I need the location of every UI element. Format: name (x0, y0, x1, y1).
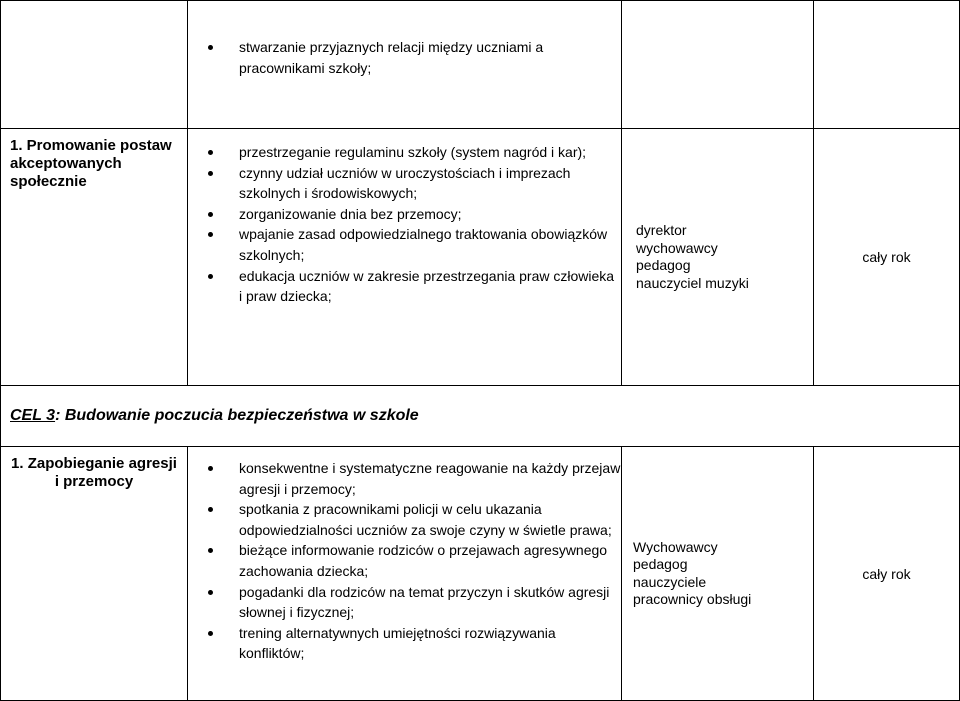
list-item: zorganizowanie dnia bez przemocy; (188, 204, 621, 225)
responsible-cell (622, 129, 814, 386)
list-item: czynny udział uczniów w uroczystościach i imprezach szkolnych i środowiskowych; (188, 163, 621, 204)
term-cell (814, 1, 960, 129)
responsible-item: Wychowawcy (633, 538, 718, 555)
actions-list (188, 458, 621, 664)
responsible-item: dyrektor (636, 222, 687, 238)
goal-title: 1. Promowanie postaw akceptowanych społecznie (10, 137, 172, 190)
actions-list (188, 37, 621, 78)
list-item: konsekwentne i systematyczne reagowanie na każdy przejaw agresji i przemocy; (188, 458, 621, 499)
list-item: przestrzeganie regulaminu szkoły (system nagród i kar); (188, 142, 621, 163)
list-item: bieżące informowanie rodziców o przejawach agresywnego zachowania dziecka; (188, 540, 621, 581)
responsible-item: nauczyciele (633, 573, 707, 590)
actions-cell (188, 1, 622, 129)
term-cell (814, 447, 960, 701)
responsible-item: pracownicy obsługi (633, 591, 752, 607)
table-row (1, 1, 960, 129)
goal-cell (1, 447, 188, 701)
actions-list (188, 142, 621, 307)
term-text: cały rok (862, 565, 911, 582)
responsible-cell (622, 1, 814, 129)
responsible-item: pedagog (636, 257, 691, 273)
responsible-cell (622, 447, 814, 701)
term-text: cały rok (862, 249, 911, 265)
list-item: spotkania z pracownikami policji w celu ukazania odpowiedzialności uczniów za swoje czyny w świetle prawa; (188, 499, 621, 540)
goal-title: 1. Zapobieganie agresji i przemocy (11, 455, 177, 490)
section-title: : Budowanie poczucia bezpieczeństwa w szkole (55, 407, 419, 424)
table-row (1, 386, 960, 447)
list-item: stwarzanie przyjaznych relacji między uczniami a pracownikami szkoły; (188, 37, 621, 78)
responsible-item: pedagog (633, 556, 688, 572)
list-item: wpajanie zasad odpowiedzialnego traktowania obowiązków szkolnych; (188, 224, 621, 265)
section-heading-cell (1, 386, 960, 447)
goal-cell (1, 129, 188, 386)
goal-cell (1, 1, 188, 129)
section-prefix: CEL 3 (10, 407, 56, 424)
list-item: trening alternatywnych umiejętności rozwiązywania konfliktów; (188, 623, 621, 664)
actions-cell (188, 447, 622, 701)
responsible-item: nauczyciel muzyki (636, 274, 749, 291)
responsible-item: wychowawcy (636, 239, 718, 256)
list-item: edukacja uczniów w zakresie przestrzegania praw człowieka i praw dziecka; (188, 266, 621, 307)
table-row (1, 447, 960, 701)
list-item: pogadanki dla rodziców na temat przyczyn i skutków agresji słownej i fizycznej; (188, 582, 621, 623)
section-heading (1, 386, 959, 425)
actions-cell (188, 129, 622, 386)
table-row (1, 129, 960, 386)
term-cell (814, 129, 960, 386)
